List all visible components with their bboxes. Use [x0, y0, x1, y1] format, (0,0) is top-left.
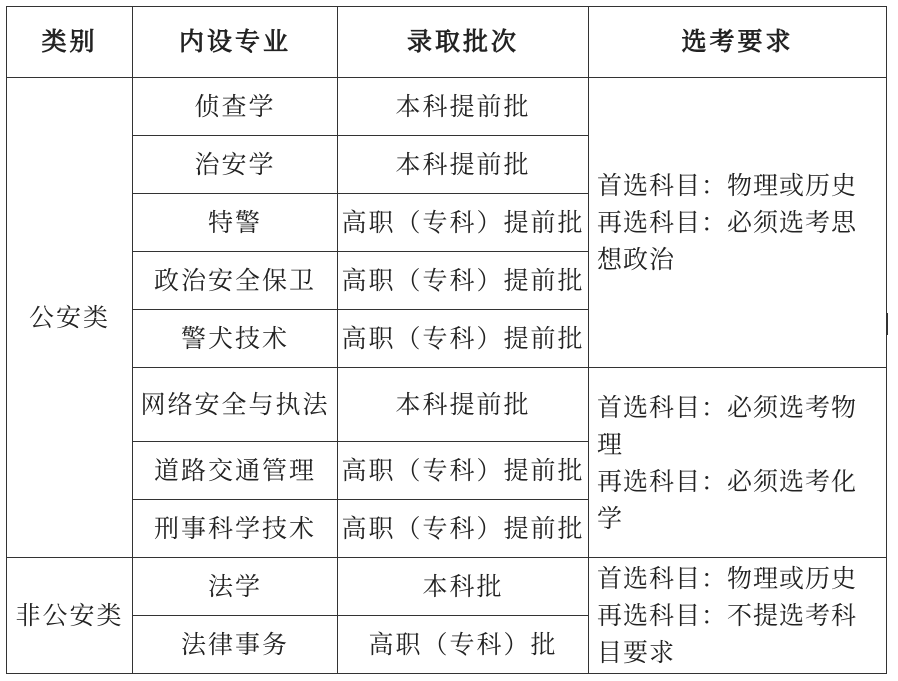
requirement-cell — [589, 558, 887, 674]
batch-cell: 高职（专科）提前批 — [338, 500, 589, 558]
major-cell: 治安学 — [133, 136, 338, 194]
major-cell: 侦查学 — [133, 78, 338, 136]
batch-cell: 高职（专科）提前批 — [338, 194, 589, 252]
header-batch: 录取批次 — [338, 7, 589, 78]
requirement-line: 再选科目：不提选考科目要求 — [597, 601, 858, 667]
header-row — [7, 7, 887, 78]
admission-table — [6, 6, 887, 674]
major-cell: 特警 — [133, 194, 338, 252]
major-cell: 法学 — [133, 558, 338, 616]
major-cell: 警犬技术 — [133, 310, 338, 368]
requirement-line: 首选科目：物理或历史 — [597, 171, 858, 200]
major-cell: 政治安全保卫 — [133, 252, 338, 310]
requirement-line: 首选科目：必须选考物理 — [597, 392, 858, 459]
batch-cell: 本科批 — [338, 558, 589, 616]
category-cell: 公安类 — [7, 78, 133, 558]
requirement-line: 再选科目：必须选考化学 — [597, 466, 858, 533]
batch-cell: 本科提前批 — [338, 78, 589, 136]
batch-cell: 高职（专科）提前批 — [338, 442, 589, 500]
batch-cell: 高职（专科）提前批 — [338, 310, 589, 368]
category-cell: 非公安类 — [7, 558, 133, 674]
requirement-line: 首选科目：物理或历史 — [597, 564, 858, 593]
requirement-cell — [589, 78, 887, 368]
header-requirement: 选考要求 — [589, 7, 887, 78]
major-cell: 网络安全与执法 — [133, 368, 338, 442]
batch-cell: 高职（专科）批 — [338, 616, 589, 674]
requirement-line: 再选科目：必须选考思想政治 — [597, 208, 858, 274]
table-row — [7, 78, 887, 136]
header-major: 内设专业 — [133, 7, 338, 78]
major-cell: 法律事务 — [133, 616, 338, 674]
major-cell: 刑事科学技术 — [133, 500, 338, 558]
header-category: 类别 — [7, 7, 133, 78]
table-row — [7, 368, 887, 442]
batch-cell: 本科提前批 — [338, 136, 589, 194]
batch-cell: 高职（专科）提前批 — [338, 252, 589, 310]
major-cell: 道路交通管理 — [133, 442, 338, 500]
table-row — [7, 558, 887, 616]
batch-cell: 本科提前批 — [338, 368, 589, 442]
requirement-cell — [589, 368, 887, 558]
scroll-edge-mark — [886, 313, 888, 335]
